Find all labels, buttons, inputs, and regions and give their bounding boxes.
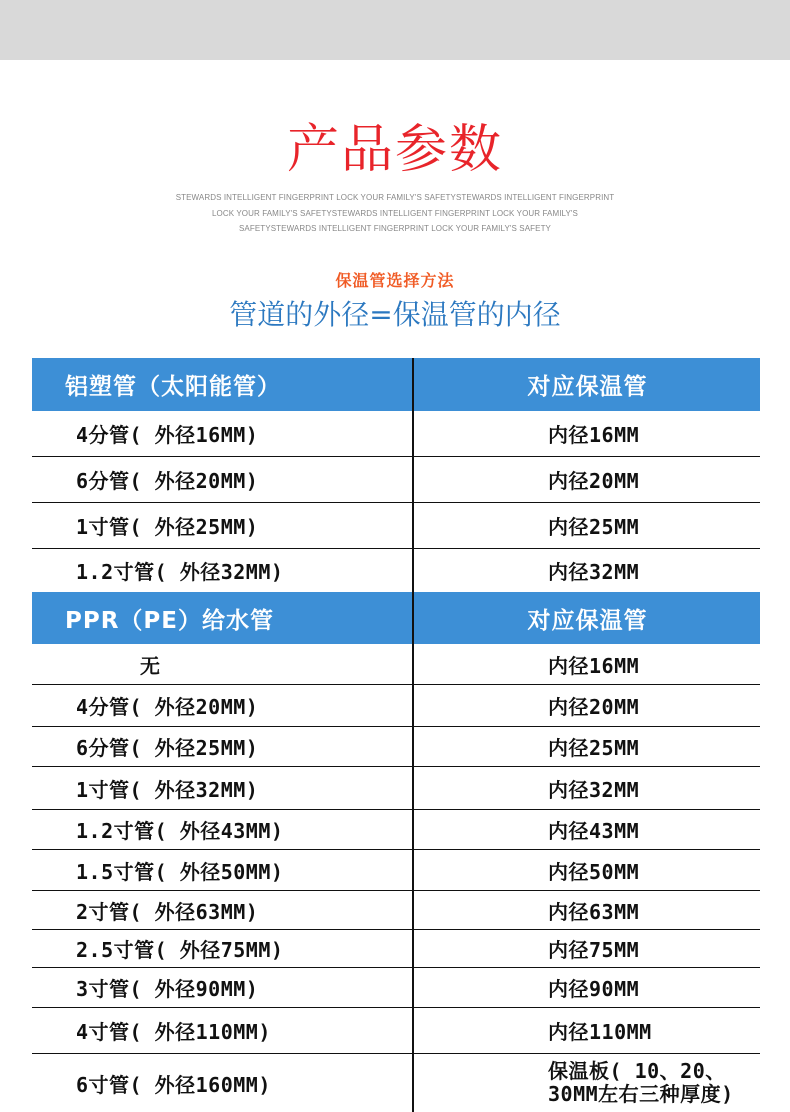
cell-inner-diameter: 内径32MM <box>548 560 640 584</box>
cell-outer-diameter: 6寸管( 外径160MM) <box>76 1072 271 1097</box>
table-row <box>32 549 760 592</box>
cell-inner-diameter: 内径43MM <box>548 819 640 843</box>
cell-outer-diameter: 4分管( 外径16MM) <box>76 423 259 447</box>
header-cell-left: 铝塑管（太阳能管） <box>65 374 281 400</box>
formula-text: 管道的外径=保温管的内径 <box>229 298 561 331</box>
cell-outer-diameter: 1寸管( 外径32MM) <box>76 777 259 802</box>
table-row <box>32 810 760 850</box>
column-divider <box>412 358 414 1112</box>
table-header-ppr <box>32 592 760 644</box>
cell-inner-diameter: 内径20MM <box>548 469 640 493</box>
table-row <box>32 503 760 549</box>
table-row <box>32 685 760 727</box>
cell-inner-diameter: 内径63MM <box>548 899 640 924</box>
header-cell-right: 对应保温管 <box>527 607 648 634</box>
cell-outer-diameter: 1.2寸管( 外径32MM) <box>76 560 284 584</box>
cell-outer-diameter: 6分管( 外径25MM) <box>76 736 259 760</box>
cell-outer-diameter: 3寸管( 外径90MM) <box>76 977 259 1001</box>
subtitle-text <box>165 190 625 237</box>
header-cell-right: 对应保温管 <box>527 374 648 400</box>
cell-outer-diameter: 2寸管( 外径63MM) <box>76 899 259 924</box>
table-row <box>32 850 760 891</box>
cell-inner-diameter: 内径75MM <box>548 938 640 962</box>
table-row <box>32 644 760 685</box>
cell-inner-diameter: 内径90MM <box>548 977 640 1001</box>
cell-inner-diameter: 内径50MM <box>548 859 640 884</box>
cell-inner-diameter: 内径110MM <box>548 1020 652 1044</box>
table-row <box>32 930 760 968</box>
table-row <box>32 411 760 457</box>
table-header-aluminum <box>32 358 760 411</box>
cell-inner-diameter: 内径25MM <box>548 736 640 760</box>
cell-outer-diameter: 6分管( 外径20MM) <box>76 469 259 493</box>
cell-outer-diameter: 2.5寸管( 外径75MM) <box>76 938 284 962</box>
cell-inner-diameter: 内径25MM <box>548 515 640 539</box>
cell-inner-diameter: 内径32MM <box>548 777 640 802</box>
table-row <box>32 457 760 503</box>
cell-outer-diameter: 1.5寸管( 外径50MM) <box>76 859 284 884</box>
cell-inner-diameter: 内径16MM <box>548 653 640 678</box>
subtitle-line: SAFETYSTEWARDS INTELLIGENT FINGERPRINT LOCK YOUR FAMILY'S SAFETY <box>239 224 551 233</box>
header-cell-left: PPR（PE）给水管 <box>65 607 274 634</box>
cell-outer-diameter: 1寸管( 外径25MM) <box>76 515 259 539</box>
table-row <box>32 968 760 1008</box>
cell-inner-diameter: 内径20MM <box>548 695 640 719</box>
subtitle-line: STEWARDS INTELLIGENT FINGERPRINT LOCK YOUR FAMILY'S SAFETYSTEWARDS INTELLIGENT FINGERPRINT <box>175 193 615 202</box>
page-title: 产品参数 <box>286 120 503 180</box>
table-row <box>32 1054 760 1112</box>
cell-inner-diameter: 内径16MM <box>548 423 640 447</box>
section-heading: 保温管选择方法 <box>335 271 455 290</box>
cell-outer-diameter: 无 <box>140 653 161 678</box>
table-row <box>32 891 760 930</box>
table-row <box>32 727 760 767</box>
cell-outer-diameter: 4分管( 外径20MM) <box>76 695 259 719</box>
cell-inner-diameter: 保温板( 10、20、 30MM左右三种厚度) <box>548 1059 734 1106</box>
table-row <box>32 767 760 810</box>
top-banner <box>0 0 790 60</box>
subtitle-line: LOCK YOUR FAMILY'S SAFETYSTEWARDS INTELLIGENT FINGERPRINT LOCK YOUR FAMILY'S <box>212 208 578 218</box>
table-row <box>32 1008 760 1054</box>
cell-outer-diameter: 4寸管( 外径110MM) <box>76 1020 271 1044</box>
cell-outer-diameter: 1.2寸管( 外径43MM) <box>76 819 284 843</box>
